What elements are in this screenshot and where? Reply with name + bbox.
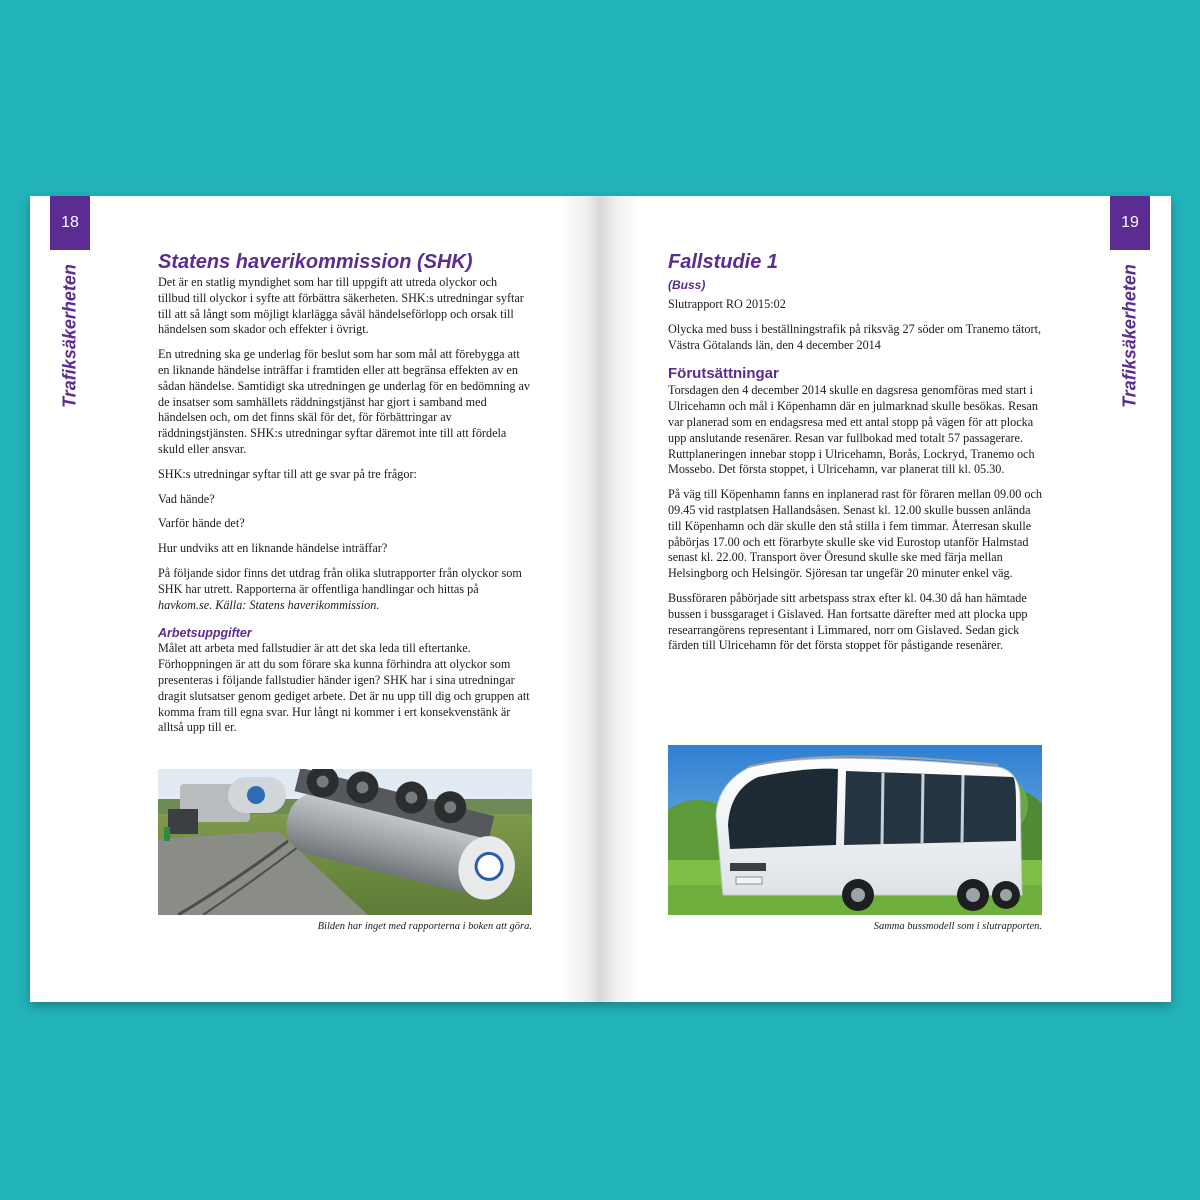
right-paragraph: Torsdagen den 4 december 2014 skulle en dagsresa genomföras med start i Ulricehamn och mål i Köpenhamn där en julmarknad skulle besökas. Resan var planerad som en endagsresa med ett antal stopp på vägen för att plocka upp anslutande resenärer. Resan var fullbokad med totalt 57 passagerare. Ruttplaneringen innebar stopp i Ulricehamn, Borås, Lockryd, Tranemo och Mossebo. Det första stoppet, i Ulricehamn, var planerat till kl. 05.30. xyxy=(668,383,1038,477)
sources-paragraph xyxy=(158,566,530,613)
page-number-right: 19 xyxy=(1110,196,1150,250)
left-paragraph: En utredning ska ge underlag för beslut som har som mål att förebygga att en liknande händelse inträffar i framtiden eller att begränsa effekten av en sådan händelse. Samtidigt ska utredningen ge underlag för en bedömning av de insatser som samhällets räddningstjänst har gjort i samband med händelsen och, om det finns skäl för det, för förbättringar av räddningstjänsten. SHK:s utredningar syftar däremot inte till att fördela skuld eller ansvar. xyxy=(158,347,530,456)
left-text-column xyxy=(158,249,530,745)
bus-photo xyxy=(668,745,1042,915)
right-subtitle: (Buss) xyxy=(668,278,706,292)
report-id: Slutrapport RO 2015:02 xyxy=(668,297,786,311)
question-what: Vad hände? xyxy=(158,491,215,506)
left-photo-caption: Bilden har inget med rapporterna i boken att göra. xyxy=(317,921,532,932)
side-title-right xyxy=(1117,256,1143,416)
right-heading: Fallstudie 1 xyxy=(668,251,779,273)
book-spread xyxy=(30,196,1171,1002)
right-paragraph: På väg till Köpenhamn fanns en inplanerad rast för föraren mellan 09.00 och 09.45 vid rastplatsen Hallandsåsen. Senast kl. 12.00 skulle bussen anlända till Köpenhamn och där skulle den stå stilla i fem timmar. Återresan skulle påbörjas 17.00 och ett förarbyte skulle ske vid Eurostop utanför Halmstad senast kl. 22.00. Transport över Öresund skulle ske med färja mellan Helsingborg och Helsingör. Sjöresan tar ungefär 20 minuter enkel väg. xyxy=(668,487,1042,581)
page-number-left: 18 xyxy=(50,196,90,250)
intro-paragraph: Olycka med buss i beställningstrafik på riksväg 27 söder om Tranemo tätort, Västra Götalands län, den 4 december 2014 xyxy=(668,321,1042,352)
left-heading: Statens haverikommission (SHK) xyxy=(158,251,473,273)
left-paragraph: Det är en statlig myndighet som har till uppgift att utreda olyckor och tillbud till olyckor i syfte att förbättra säkerheten. SHK:s utredningar syftar till att så långt som möjligt klarlägga såväl händelseförlopp och orsak till händelsen som skador och effekter i övrigt. xyxy=(158,275,524,337)
side-title-right-text: Trafiksäkerheten xyxy=(1119,264,1140,408)
right-photo-caption: Samma bussmodell som i slutrapporten. xyxy=(873,921,1042,932)
question-why: Varför hände det? xyxy=(158,516,245,531)
question-how: Hur undviks att en liknande händelse inträffar? xyxy=(158,541,388,556)
tanker-accident-photo xyxy=(158,769,532,915)
task-paragraph: Målet att arbeta med fallstudier är att det ska leda till eftertanke. Förhoppningen är att du som förare ska kunna förhindra att olyckor som presenteras i följande fallstudier händer igen? SHK har i sina utredningar dragit slutsatser genom gediget arbete. Det är nu upp till dig och gruppen att komma fram till egna svar. Hur långt ni kommer i ert konsekvenstänk är alltså upp till er. xyxy=(158,641,530,735)
sources-text: På följande sidor finns det utdrag från olika slutrapporter från olyckor som SHK har utrett. Rapporterna är offentliga handlingar och hittas på xyxy=(158,565,522,596)
sources-link: havkom.se. Källa: Statens haverikommission. xyxy=(158,597,380,612)
right-paragraph: Bussföraren påbörjade sitt arbetspass strax efter kl. 04.30 då han hämtade bussen i bussgaraget i Gislaved. Han fortsatte därefter med att plocka upp researrangörens representant i Limmared, norr om Gislaved. Sedan gick färden till Ulricehamn för det första stoppet för påstigande resenärer. xyxy=(668,590,1028,653)
left-subheading: Arbetsuppgifter xyxy=(158,626,252,641)
right-text-column xyxy=(668,249,1044,663)
side-title-left-text: Trafiksäkerheten xyxy=(59,264,80,408)
section-heading: Förutsättningar xyxy=(668,365,779,383)
left-paragraph: SHK:s utredningar syftar till att ge svar på tre frågor: xyxy=(158,466,417,481)
side-title-left xyxy=(57,256,83,416)
